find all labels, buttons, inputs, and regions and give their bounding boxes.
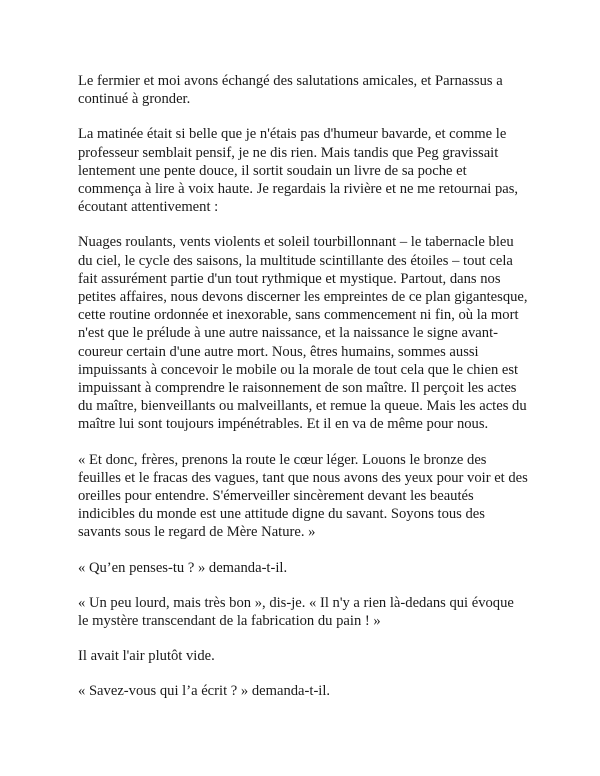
paragraph-6: « Un peu lourd, mais très bon », dis-je. « Il n'y a rien là-dedans qui évoque le mystère transcendant de la fabrication du pain ! » bbox=[78, 594, 514, 630]
paragraph-1: Le fermier et moi avons échangé des salutations amicales, et Parnassus a continué à gronder. bbox=[78, 73, 503, 108]
document-page bbox=[78, 72, 528, 718]
paragraph-2: La matinée était si belle que je n'étais pas d'humeur bavarde, et comme le professeur semblait pensif, je ne dis rien. Mais tandis que Peg gravissait lentement une pente douce, il sortit soudain un livre de sa poche et commença à lire à voix haute. Je regardais la rivière et ne me retournai pas, écoutant attentivement : bbox=[78, 126, 519, 216]
paragraph-4: « Et donc, frères, prenons la route le cœur léger. Louons le bronze des feuilles et le fracas des vagues, tant que nous avons des yeux pour voir et des oreilles pour entendre. S'émerveiller sincèrement devant les beautés indicibles du monde est une attitude digne du savant. Soyons tous des savants sous le regard de Mère Nature. » bbox=[78, 451, 528, 541]
paragraph-5: « Qu’en penses-tu ? » demanda-t-il. bbox=[78, 559, 288, 576]
paragraph-3: Nuages roulants, vents violents et soleil tourbillonnant – le tabernacle bleu du ciel, le cycle des saisons, la multitude scintillante des étoiles – tout cela fait assurément partie d'un tout rythmique et mystique. Partout, dans nos petites affaires, nous devons discerner les empreintes de ce plan gigantesque, cette routine ordonnée et inexorable, sans commencement ni fin, où la mort n'est que le prélude à une autre naissance, et la naissance le signe avant-coureur certain d'une autre mort. Nous, êtres humains, sommes aussi impuissants à concevoir le mobile ou la morale de tout cela que le chien est impuissant à comprendre le raisonnement de son maître. Il perçoit les actes du maître, bienveillants ou malveillants, et remue la queue. Mais les actes du maître lui sont toujours impénétrables. Et il en va de même pour nous. bbox=[78, 234, 528, 433]
paragraph-7: Il avait l'air plutôt vide. bbox=[78, 648, 215, 665]
paragraph-8: « Savez-vous qui l’a écrit ? » demanda-t-il. bbox=[78, 683, 331, 700]
